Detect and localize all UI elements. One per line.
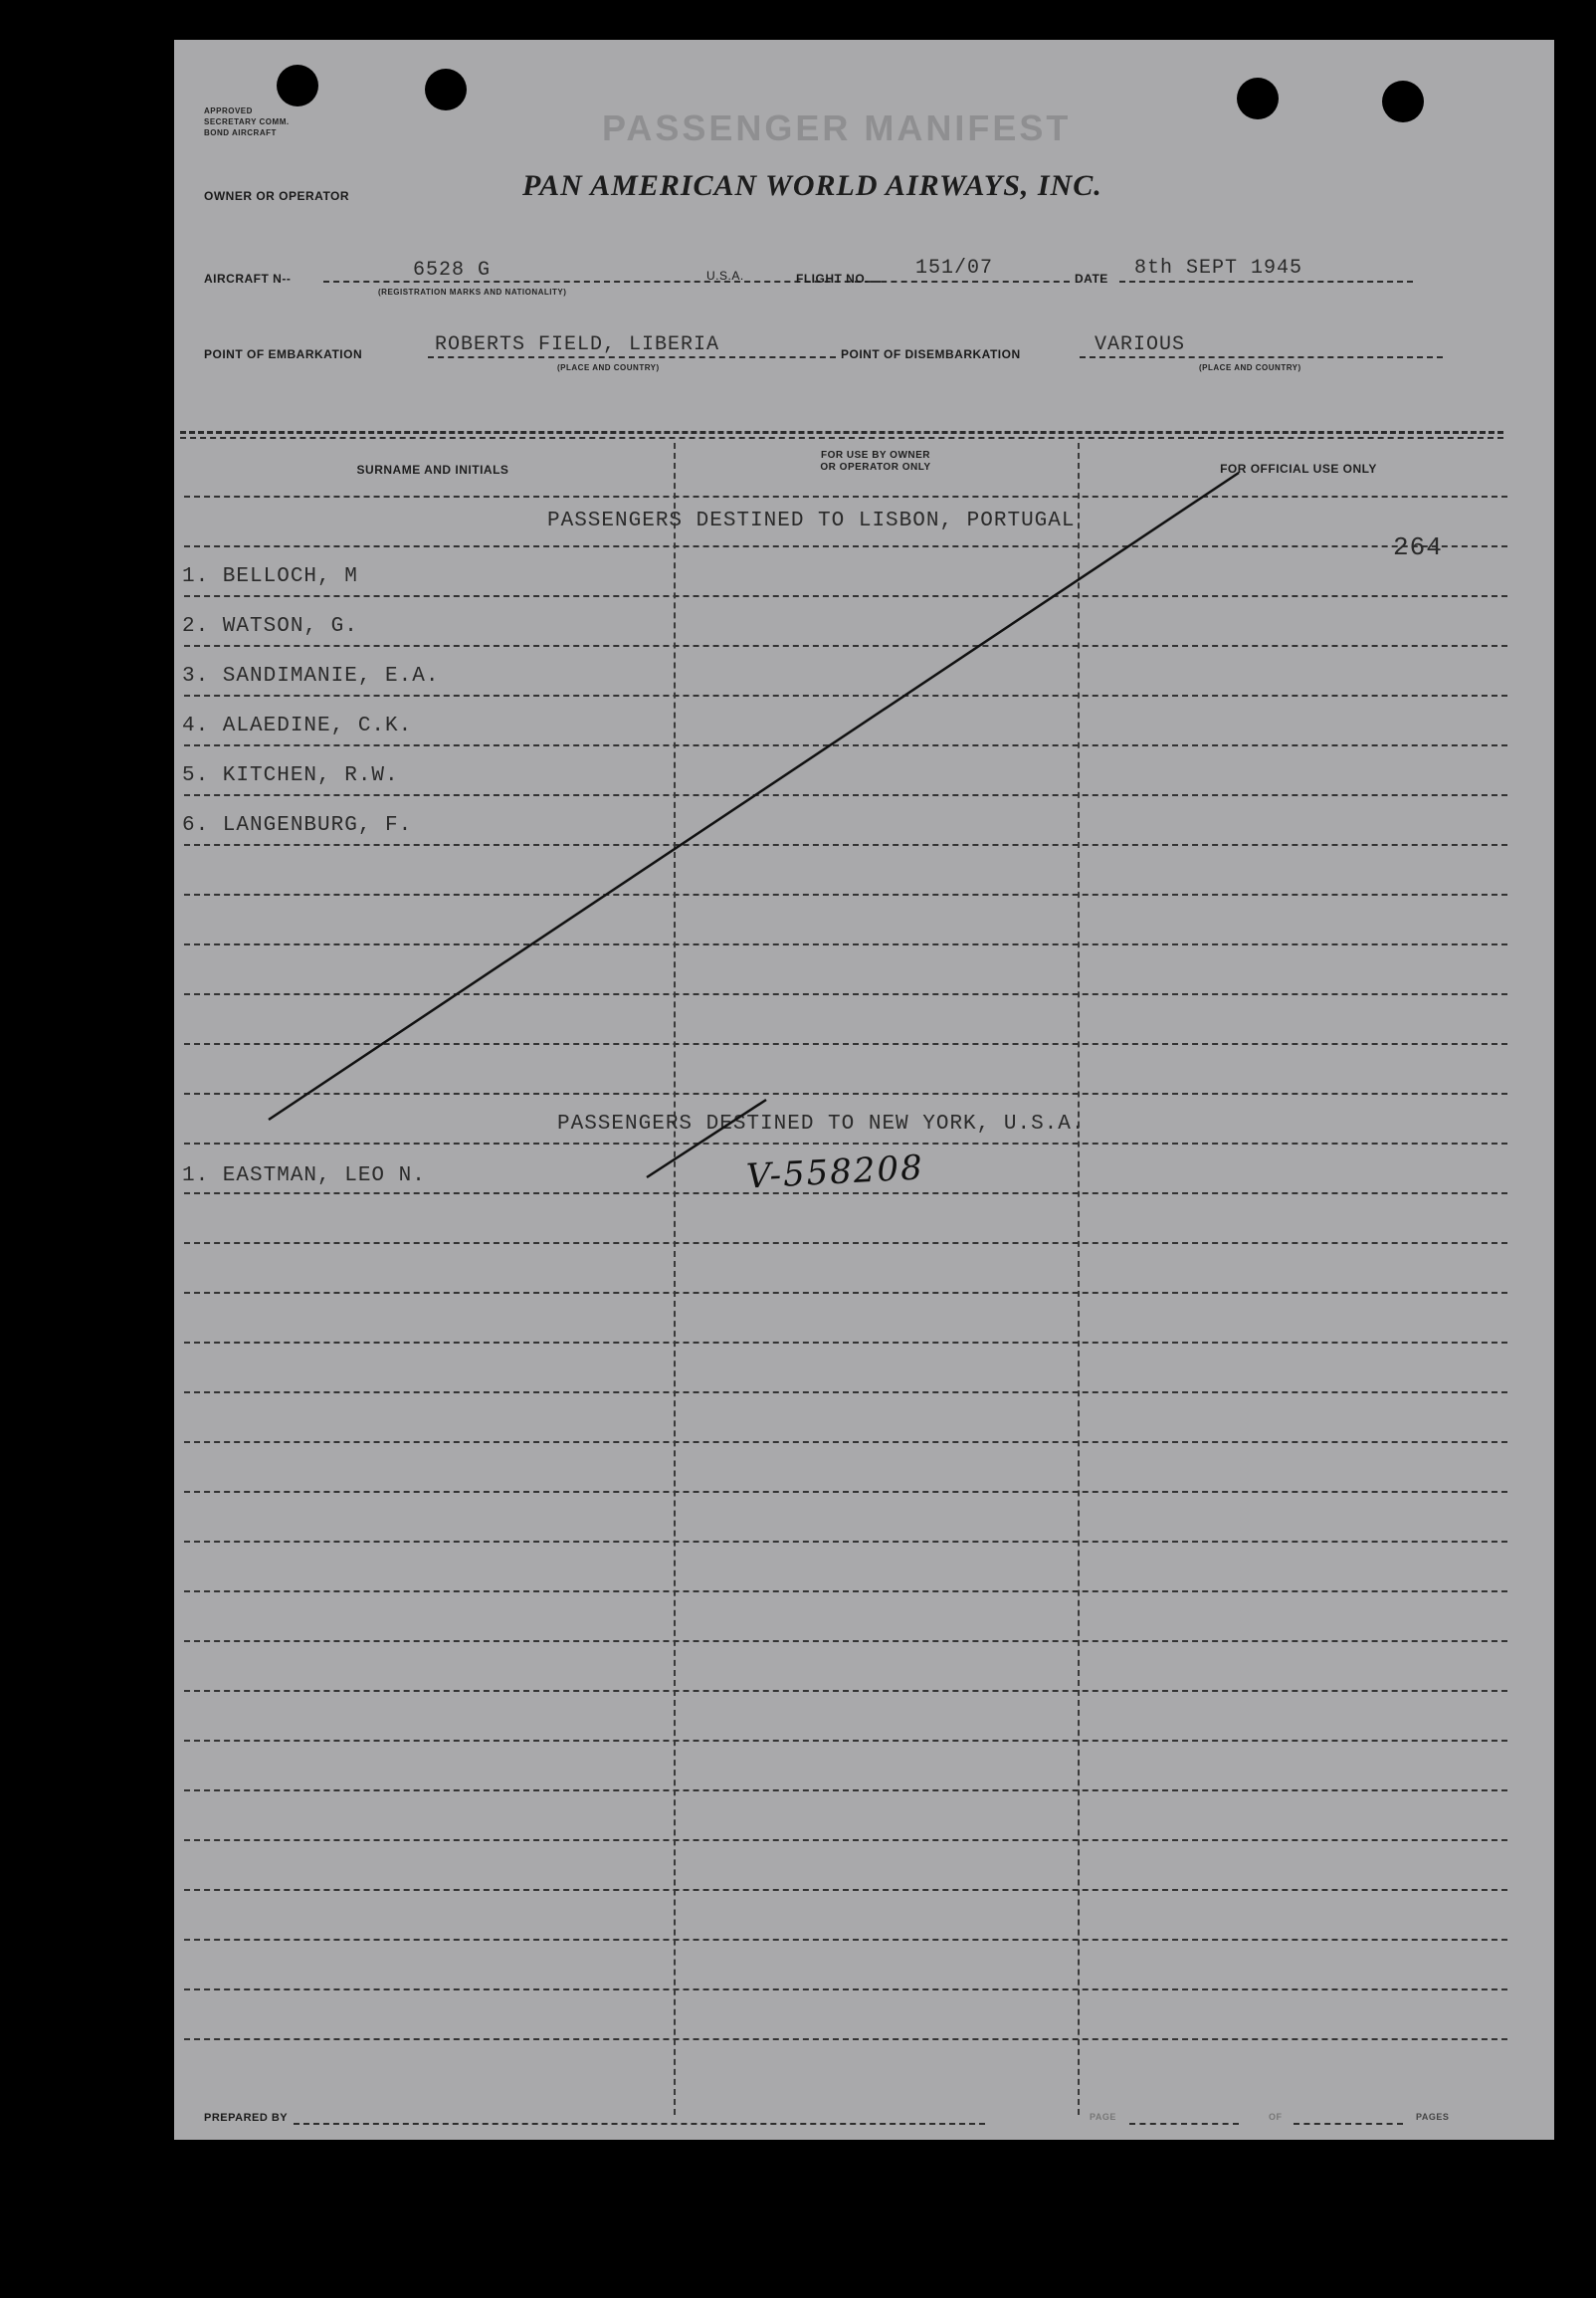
- pen-marks: [174, 40, 1554, 2140]
- passenger-row: 1. EASTMAN, LEO N.: [182, 1164, 426, 1187]
- of-rule: [1294, 2123, 1403, 2125]
- aircraft-note: (REGISTRATION MARKS AND NATIONALITY): [378, 288, 567, 297]
- section-heading: PASSENGERS DESTINED TO NEW YORK, U.S.A.: [557, 1113, 1086, 1136]
- date-label: DATE: [1075, 272, 1108, 286]
- prepared-by-label: PREPARED BY: [204, 2112, 289, 2124]
- check-mark: [647, 1100, 766, 1177]
- pages-label: PAGES: [1416, 2112, 1450, 2122]
- passenger-row: 2. WATSON, G.: [182, 615, 358, 638]
- prepared-by-rule: [294, 2123, 985, 2125]
- page-rule: [1129, 2123, 1239, 2125]
- form-title: PASSENGER MANIFEST: [602, 107, 1072, 148]
- manifest-sheet: [174, 40, 1554, 2140]
- aircraft-value: 6528 G: [413, 259, 492, 282]
- page-label: PAGE: [1090, 2112, 1116, 2122]
- approval-stamp: APPROVED SECRETARY COMM. BOND AIRCRAFT: [204, 106, 290, 137]
- embarkation-value: ROBERTS FIELD, LIBERIA: [435, 333, 720, 356]
- owner-name: PAN AMERICAN WORLD AIRWAYS, INC.: [522, 169, 1102, 202]
- of-label: OF: [1269, 2112, 1283, 2122]
- column-header-surname: SURNAME AND INITIALS: [356, 463, 509, 477]
- embarkation-label: POINT OF EMBARKATION: [204, 347, 363, 361]
- date-value: 8th SEPT 1945: [1134, 257, 1303, 280]
- official-number: 264: [1393, 532, 1443, 562]
- passenger-row: 1. BELLOCH, M: [182, 565, 358, 588]
- disembarkation-label: POINT OF DISEMBARKATION: [841, 347, 1021, 361]
- section-heading: PASSENGERS DESTINED TO LISBON, PORTUGAL: [547, 510, 1076, 532]
- column-header-official: FOR OFFICIAL USE ONLY: [1220, 462, 1377, 476]
- disembarkation-value: VARIOUS: [1095, 333, 1186, 356]
- usa-label: U.S.A.: [706, 269, 744, 283]
- handwritten-number: V-558208: [745, 1148, 925, 1197]
- column-header-owner-use: FOR USE BY OWNER OR OPERATOR ONLY: [820, 450, 931, 473]
- cancellation-stroke: [269, 473, 1239, 1120]
- flight-value: 151/07: [915, 257, 994, 280]
- flight-label: FLIGHT NO.: [796, 272, 869, 286]
- passenger-row: 5. KITCHEN, R.W.: [182, 764, 399, 787]
- disembarkation-note: (PLACE AND COUNTRY): [1199, 363, 1301, 372]
- passenger-row: 6. LANGENBURG, F.: [182, 814, 413, 837]
- aircraft-label: AIRCRAFT N--: [204, 272, 292, 286]
- embarkation-note: (PLACE AND COUNTRY): [557, 363, 660, 372]
- owner-label: OWNER OR OPERATOR: [204, 189, 350, 203]
- passenger-row: 4. ALAEDINE, C.K.: [182, 715, 413, 737]
- passenger-row: 3. SANDIMANIE, E.A.: [182, 665, 440, 688]
